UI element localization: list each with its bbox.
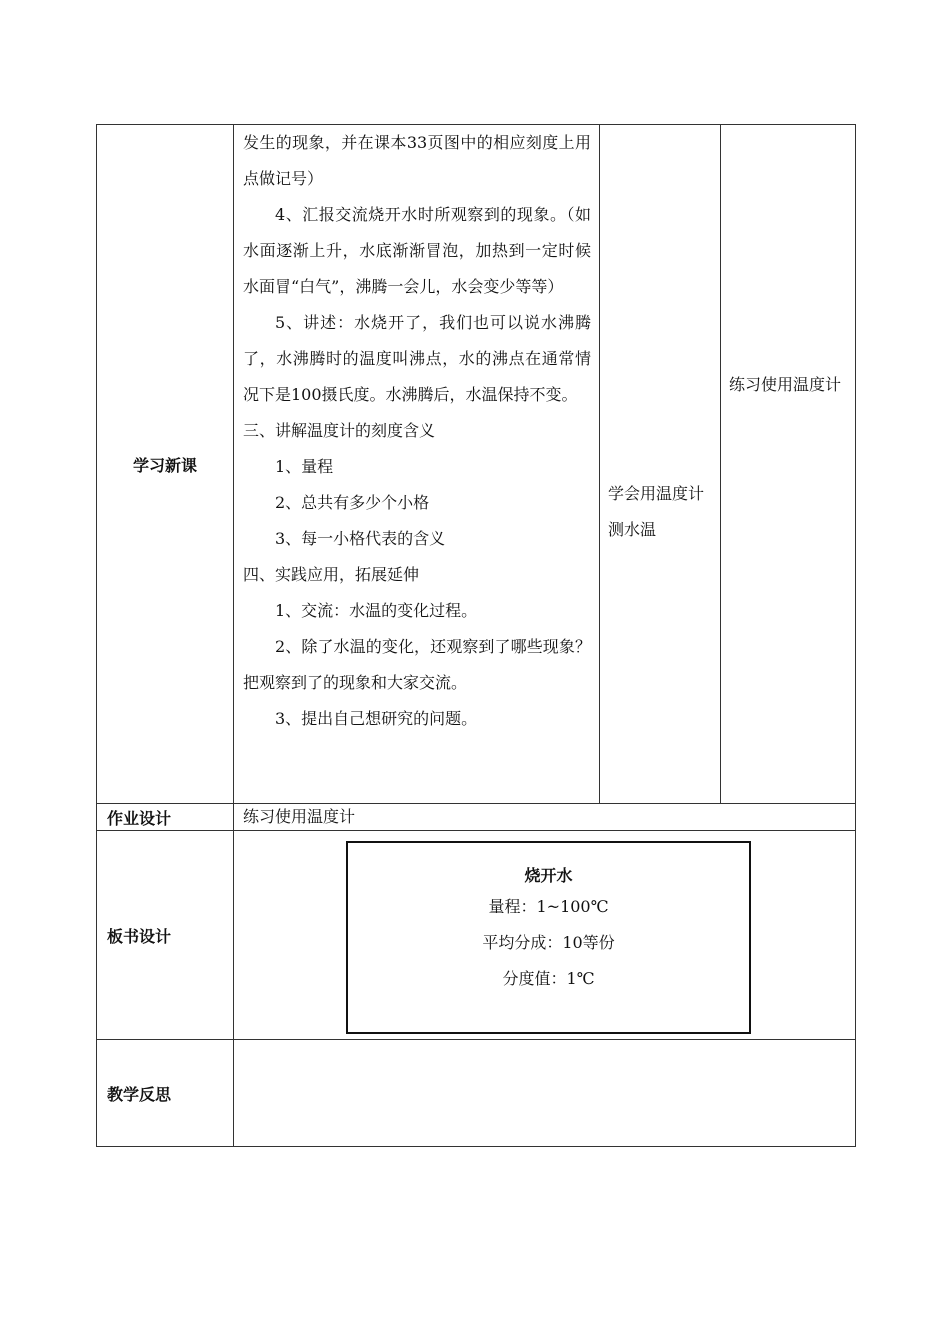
process-paragraph: 3、提出自己想研究的问题。 bbox=[275, 709, 478, 728]
row-reflection bbox=[97, 1040, 856, 1147]
lesson-plan-sheet bbox=[96, 124, 855, 1148]
reflection-cell bbox=[234, 1040, 856, 1147]
row-board bbox=[97, 831, 856, 1040]
process-paragraph: 三、讲解温度计的刻度含义 bbox=[243, 421, 436, 440]
row-new-lesson bbox=[97, 125, 856, 804]
process-paragraph: 1、量程 bbox=[275, 457, 334, 476]
board-title: 烧开水 bbox=[524, 866, 573, 885]
teaching-process-cell bbox=[234, 125, 600, 804]
lesson-plan-table bbox=[96, 124, 856, 1147]
board-line-range: 量程：1~100℃ bbox=[488, 897, 609, 916]
blackboard-frame bbox=[346, 841, 751, 1034]
learning-goal-cell: 学会用温度计测水温 bbox=[600, 125, 721, 804]
board-line-scale-value: 分度值：1℃ bbox=[502, 969, 595, 988]
process-paragraph: 四、实践应用，拓展延伸 bbox=[243, 565, 420, 584]
process-paragraph: 1、交流：水温的变化过程。 bbox=[275, 601, 478, 620]
board-line-divisions: 平均分成：10等份 bbox=[482, 933, 615, 952]
process-paragraph: 2、除了水温的变化，还观察到了哪些现象？把观察到了的现象和大家交流。 bbox=[243, 637, 591, 692]
row-label-new-lesson: 学习新课 bbox=[97, 125, 234, 804]
process-paragraph: 2、总共有多少个小格 bbox=[275, 493, 430, 512]
process-paragraph: 4、汇报交流烧开水时所观察到的现象。（如水面逐渐上升，水底渐渐冒泡，加热到一定时候水面冒“白气”，沸腾一会儿，水会变少等等） bbox=[243, 205, 591, 296]
homework-text: 练习使用温度计 bbox=[234, 804, 856, 831]
board-design-cell bbox=[234, 831, 856, 1040]
row-homework bbox=[97, 804, 856, 831]
row-label-reflection: 教学反思 bbox=[97, 1040, 234, 1147]
process-paragraph: 发生的现象，并在课本33页图中的相应刻度上用点做记号） bbox=[243, 133, 591, 188]
process-paragraph: 3、每一小格代表的含义 bbox=[275, 529, 446, 548]
activity-cell: 练习使用温度计 bbox=[721, 125, 856, 804]
row-label-homework: 作业设计 bbox=[97, 804, 234, 831]
process-paragraph: 5、讲述：水烧开了，我们也可以说水沸腾了，水沸腾时的温度叫沸点，水的沸点在通常情况下是100摄氏度。水沸腾后，水温保持不变。 bbox=[243, 313, 591, 404]
teaching-process-list bbox=[243, 125, 591, 737]
row-label-board: 板书设计 bbox=[97, 831, 234, 1040]
